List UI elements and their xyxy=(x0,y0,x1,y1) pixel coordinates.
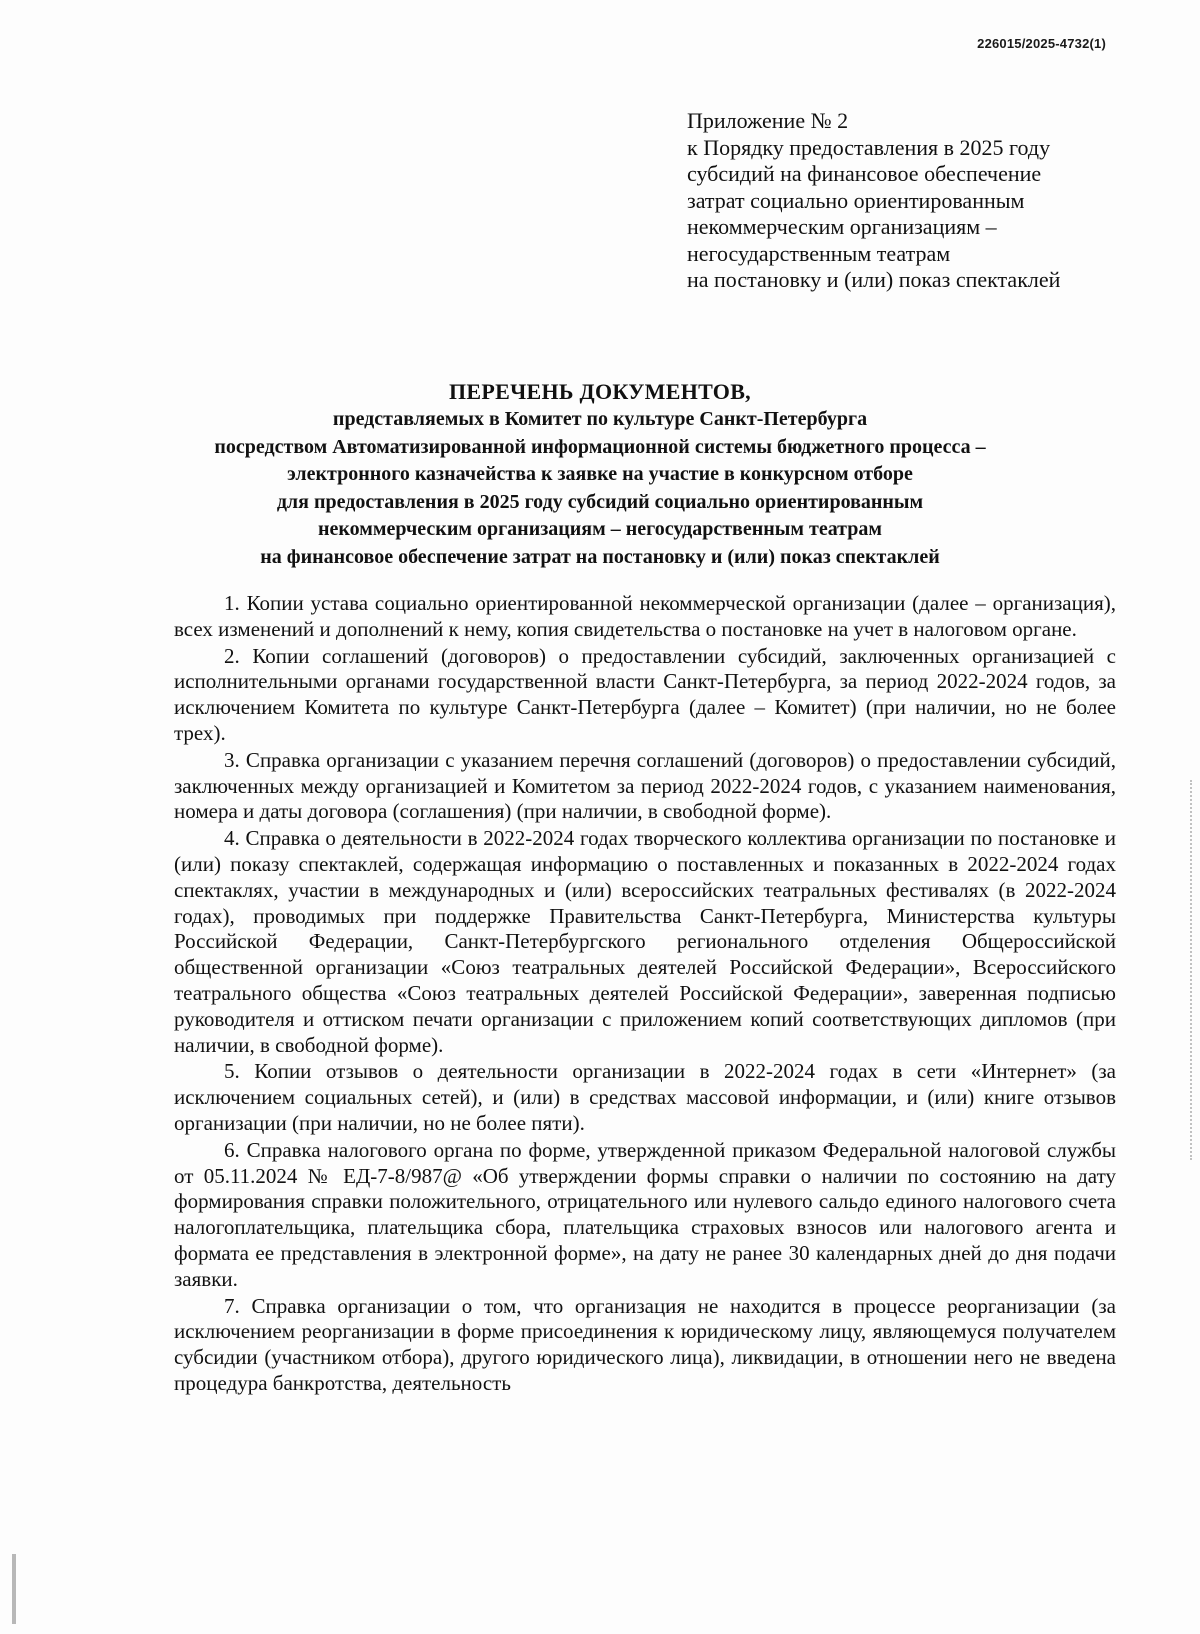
list-item: 6. Справка налогового органа по форме, утвержденной приказом Федеральной налоговой службы от 05.11.2024 № ЕД-7-8/987@ «Об утверждении формы справки о наличии по состоянию на дату формирования справки положительного, отрицательного или нулевого сальдо единого налогового счета налогоплательщика, плательщика сбора, плательщика страховых взносов или налогового агента и формата ее представления в электронной форме», на дату не ранее 30 календарных дней до дня подачи заявки. xyxy=(174,1137,1116,1291)
list-item: 3. Справка организации с указанием перечня соглашений (договоров) о предоставлении субсидий, заключенных между организацией и Комитетом за период 2022-2024 годов, с указанием наименования, номера и даты договора (соглашения) (при наличии, в свободной форме). xyxy=(174,747,1116,824)
scan-edge-mark xyxy=(12,1554,16,1624)
document-body xyxy=(174,591,1116,1398)
subtitle-line: на финансовое обеспечение затрат на постановку и (или) показ спектаклей xyxy=(260,545,940,568)
appendix-line: Приложение № 2 xyxy=(687,108,849,133)
subtitle-line: для предоставления в 2025 году субсидий социально ориентированным xyxy=(276,490,924,513)
appendix-line: к Порядку предоставления в 2025 году xyxy=(687,134,1051,160)
document-title: ПЕРЕЧЕНЬ ДОКУМЕНТОВ, xyxy=(448,379,751,404)
document-subtitle xyxy=(100,406,1100,571)
document-registration-number: 226015/2025-4732(1) xyxy=(977,36,1106,51)
appendix-line: затрат социально ориентированным xyxy=(687,187,1025,213)
list-item: 2. Копии соглашений (договоров) о предоставлении субсидий, заключенных организацией с исполнительными органами государственной власти Санкт-Петербурга, за период 2022-2024 годов, за исключением Комитета по культуре Санкт-Петербурга (далее – Комитет) (при наличии, но не более трех). xyxy=(174,643,1116,745)
appendix-line: негосударственным театрам xyxy=(687,240,951,266)
list-item: 1. Копии устава социально ориентированной некоммерческой организации (далее – организация), всех изменений и дополнений к нему, копия свидетельства о постановке на учет в налоговом органе. xyxy=(174,591,1116,641)
subtitle-line: представляемых в Комитет по культуре Санкт-Петербурга xyxy=(332,408,868,430)
appendix-line: некоммерческим организациям – xyxy=(687,214,997,239)
scan-edge-artifact xyxy=(1190,780,1194,1160)
appendix-line: на постановку и (или) показ спектаклей xyxy=(687,267,1061,292)
list-item: 7. Справка организации о том, что организация не находится в процессе реорганизации (за исключением реорганизации в форме присоединения к юридическому лицу, являющемуся получателем субсидии (участником отбора), другого юридического лица), ликвидации, в отношении него не введена процедура банкротства, деятельность xyxy=(174,1293,1116,1395)
appendix-line: субсидий на финансовое обеспечение xyxy=(687,161,1042,186)
subtitle-line: электронного казначейства к заявке на участие в конкурсном отборе xyxy=(287,463,913,485)
document-title-block xyxy=(100,378,1100,571)
appendix-header xyxy=(687,108,1147,294)
subtitle-line: посредством Автоматизированной информационной системы бюджетного процесса – xyxy=(214,435,986,458)
list-item: 5. Копии отзывов о деятельности организации в 2022-2024 годах в сети «Интернет» (за исключением социальных сетей), и (или) в средствах массовой информации, и (или) книге отзывов организации (при наличии, но не более пяти). xyxy=(174,1059,1116,1135)
subtitle-line: некоммерческим организациям – негосударственным театрам xyxy=(318,518,882,540)
list-item: 4. Справка о деятельности в 2022-2024 годах творческого коллектива организации по постановке и (или) показу спектаклей, содержащая информацию о поставленных и показанных в 2022-2024 годах спектаклях, участии в международных и (или) всероссийских театральных фестивалях (в 2022-2024 годах), проводимых при поддержке Правительства Санкт-Петербурга, Министерства культуры Российской Федерации, Санкт-Петербургского регионального отделения Общероссийской общественной организации «Союз театральных деятелей Российской Федерации», Всероссийского театрального общества «Союз театральных деятелей Российской Федерации», заверенная подписью руководителя и оттиском печати организации с приложением копий соответствующих дипломов (при наличии, в свободной форме). xyxy=(174,826,1116,1057)
